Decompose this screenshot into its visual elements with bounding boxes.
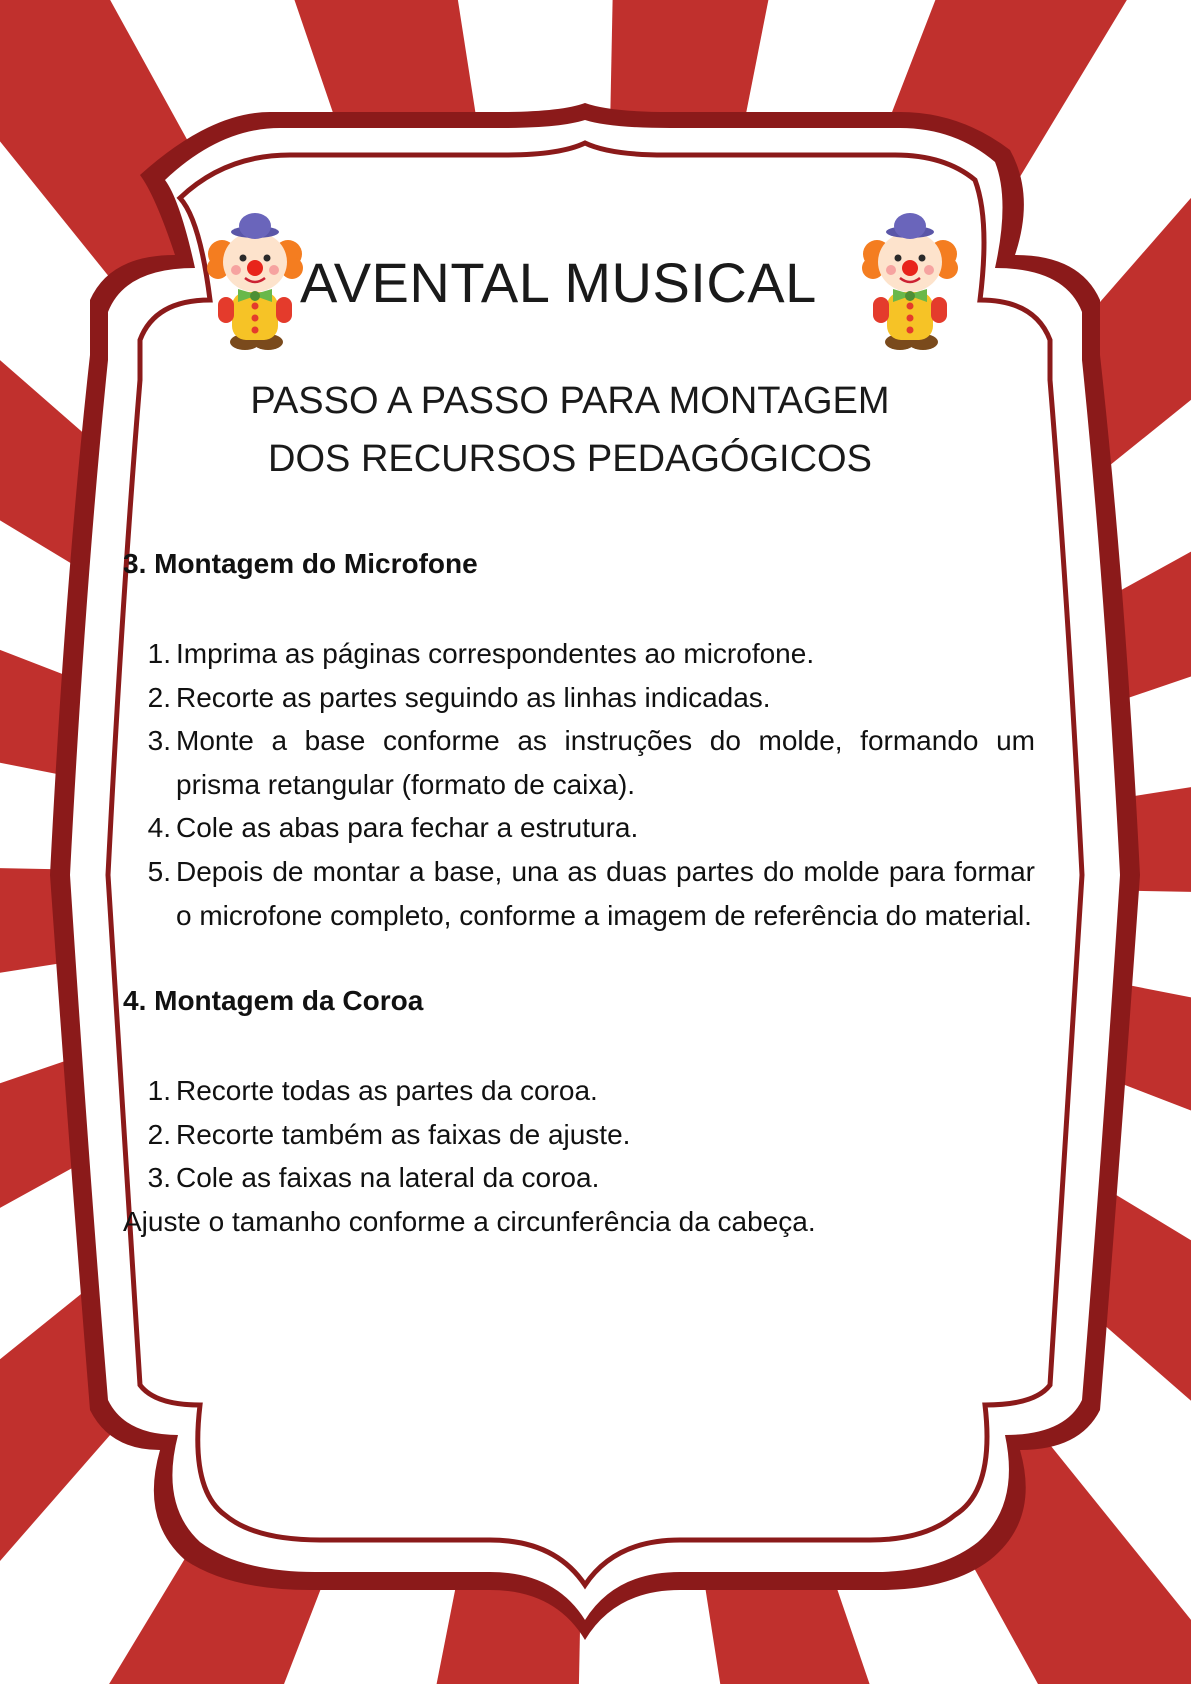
steps-list-microfone	[123, 632, 1035, 937]
clown-icon	[855, 212, 965, 352]
steps-list-coroa	[123, 1069, 1035, 1200]
section-heading-coroa: 4. Montagem da Coroa	[123, 985, 424, 1017]
clown-icon	[200, 212, 310, 352]
list-item: 2. Recorte também as faixas de ajuste.	[147, 1118, 631, 1150]
closing-note: Ajuste o tamanho conforme a circunferência da cabeça.	[123, 1205, 816, 1237]
page-subtitle-line-1: PASSO A PASSO PARA MONTAGEM	[250, 380, 890, 422]
list-item: 3. Monte a base conforme as instruções do molde, formando um prisma retangular (formato de caixa).	[147, 725, 1035, 800]
instructions-content	[123, 540, 1035, 1244]
section-heading-microfone: 3. Montagem do Microfone	[123, 548, 478, 579]
list-item: 3. Cole as faixas na lateral da coroa.	[147, 1162, 600, 1194]
page-subtitle-line-2: DOS RECURSOS PEDAGÓGICOS	[268, 438, 872, 480]
list-item: 5. Depois de montar a base, una as duas partes do molde para formar o microfone completo, conforme a imagem de referência do material.	[147, 855, 1035, 931]
list-item: 1. Recorte todas as partes da coroa.	[147, 1075, 598, 1107]
list-item: 1. Imprima as páginas correspondentes ao microfone.	[147, 638, 815, 669]
page-title: AVENTAL MUSICAL	[300, 251, 817, 314]
list-item: 4. Cole as abas para fechar a estrutura.	[147, 812, 639, 844]
list-item: 2. Recorte as partes seguindo as linhas indicadas.	[147, 681, 771, 713]
